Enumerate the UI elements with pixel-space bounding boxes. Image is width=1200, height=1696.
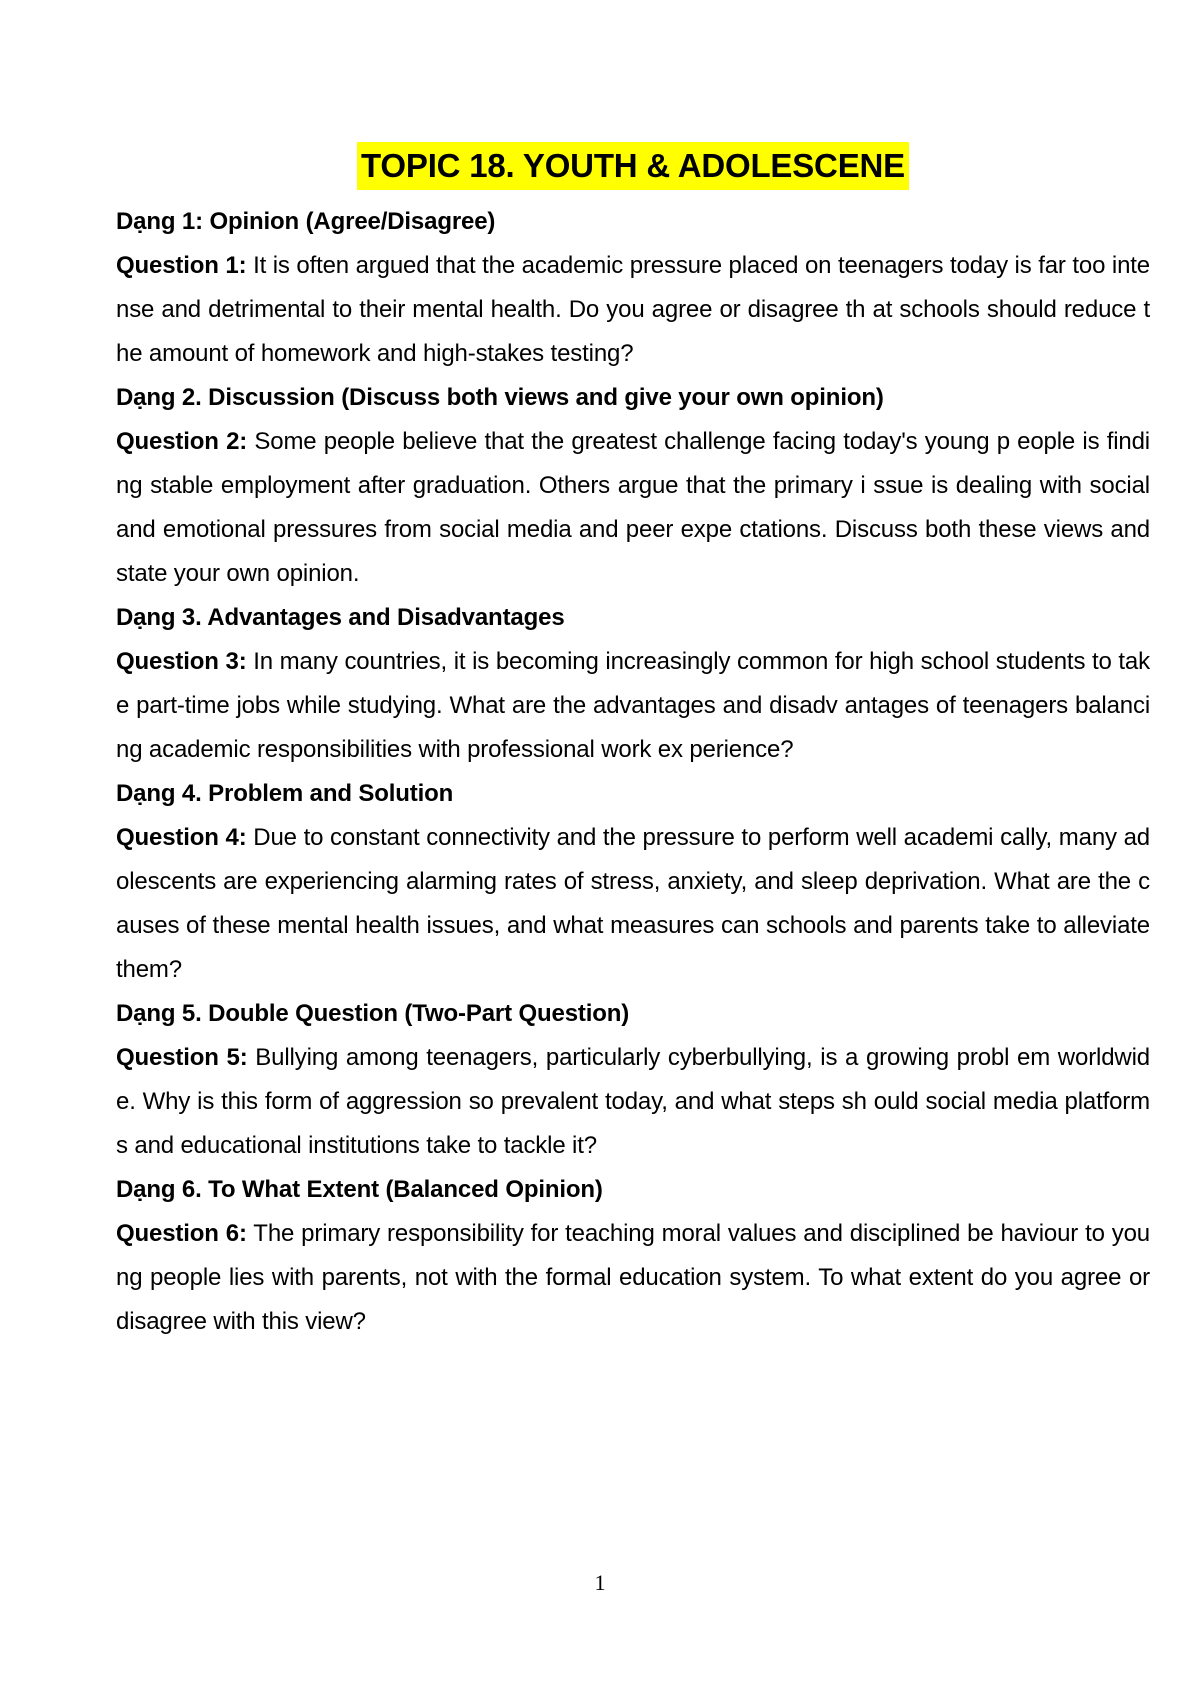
section-3 — [116, 596, 1150, 772]
section-heading: Dạng 4. Problem and Solution — [116, 780, 454, 807]
title-container — [116, 142, 1150, 198]
question-label: Question 3: — [116, 648, 247, 675]
question-paragraph — [116, 640, 1150, 772]
section-5 — [116, 992, 1150, 1168]
section-heading: Dạng 6. To What Extent (Balanced Opinion) — [116, 1176, 603, 1203]
section-heading: Dạng 5. Double Question (Two-Part Question) — [116, 1000, 630, 1027]
question-text: Bullying among teenagers, particularly cyberbullying, is a growing probl em worldwide. Why is this form of aggression so prevalent today, and what steps sh ould social media platforms and educational institutions take to tackle it? — [116, 1044, 1150, 1159]
question-label: Question 6: — [116, 1220, 247, 1247]
question-text: It is often argued that the academic pressure placed on teenagers today is far too intense and detrimental to their mental health. Do you agree or disagree th at schools should reduce the amount of homework and high-stakes testing? — [116, 252, 1150, 367]
question-paragraph — [116, 1036, 1150, 1168]
section-heading: Dạng 2. Discussion (Discuss both views and give your own opinion) — [116, 384, 884, 411]
question-text: In many countries, it is becoming increasingly common for high school students to take part-time jobs while studying. What are the advantages and disadv antages of teenagers balancing academic responsibilities with professional work ex perience? — [116, 648, 1150, 763]
page-number: 1 — [594, 1570, 606, 1595]
section-heading: Dạng 3. Advantages and Disadvantages — [116, 604, 565, 631]
section-6 — [116, 1168, 1150, 1344]
section-4 — [116, 772, 1150, 992]
page-title: TOPIC 18. YOUTH & ADOLESCENE — [357, 142, 909, 190]
question-label: Question 5: — [116, 1044, 248, 1071]
question-text: The primary responsibility for teaching moral values and disciplined be haviour to young people lies with parents, not with the formal education system. To what extent do you agree or disagree with this view? — [116, 1220, 1150, 1335]
section-2 — [116, 376, 1150, 596]
question-paragraph — [116, 420, 1150, 596]
question-paragraph — [116, 1212, 1150, 1344]
page-content — [116, 142, 1150, 1344]
section-1 — [116, 200, 1150, 376]
question-paragraph — [116, 816, 1150, 992]
section-heading: Dạng 1: Opinion (Agree/Disagree) — [116, 208, 496, 235]
question-label: Question 4: — [116, 824, 247, 851]
question-paragraph — [116, 244, 1150, 376]
question-text: Some people believe that the greatest challenge facing today's young p eople is finding stable employment after graduation. Others argue that the primary i ssue is dealing with social and emotional pressures from social media and peer expe ctations. Discuss both these views and state your own opinion. — [116, 428, 1150, 587]
question-label: Question 2: — [116, 428, 248, 455]
question-text: Due to constant connectivity and the pressure to perform well academi cally, many adolescents are experiencing alarming rates of stress, anxiety, and sleep deprivation. What are the causes of these mental health issues, and what measures can schools and parents take to alleviate them? — [116, 824, 1150, 983]
question-label: Question 1: — [116, 252, 247, 279]
